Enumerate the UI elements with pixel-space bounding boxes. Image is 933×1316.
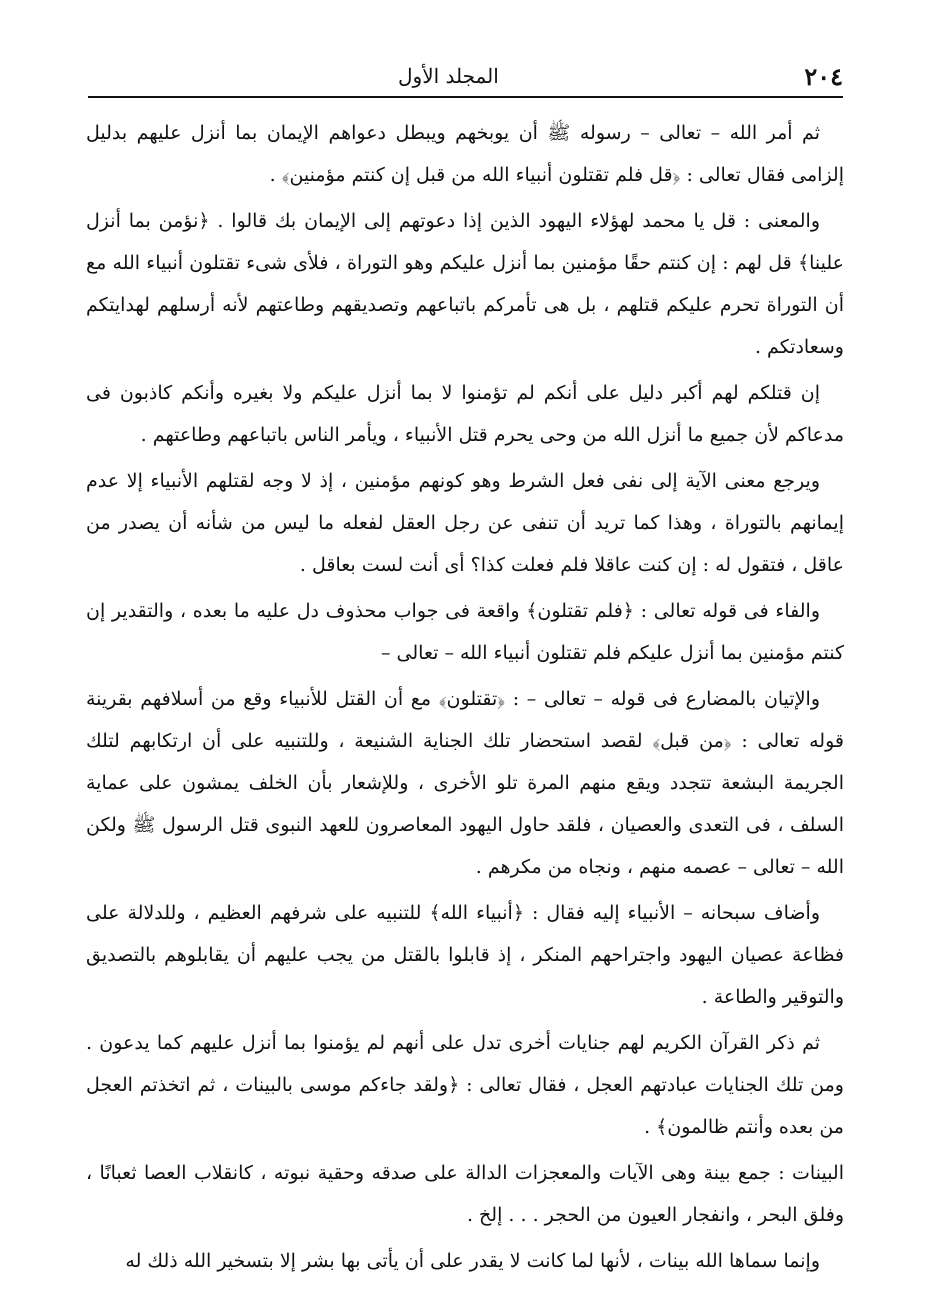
paragraph: وأضاف سبحانه – الأنبياء إليه فقال : ﴿أنبياء الله﴾ للتنبيه على شرفهم العظيم ، وللدلالة على فظاعة عصيان اليهود واجتراحهم المنكر ، إذ قابلوا بالقتل من يجب عليهم أن يقابلوهم بالتصديق والتوقير والطاعة . [86,902,844,1008]
header-divider [88,96,843,98]
paragraph: ويرجع معنى الآية إلى نفى فعل الشرط وهو كونهم مؤمنين ، إذ لا وجه لقتلهم الأنبياء إلا عدم إيمانهم بالتوراة ، وهذا كما تريد أن تنفى عن رجل العقل لفعله ما ليس من شأنه أن يصدر من عاقل ، فتقول له : إن كنت عاقلا فلم فعلت كذا؟ أى أنت لست بعاقل . [86,470,844,576]
paragraph: إن قتلكم لهم أكبر دليل على أنكم لم تؤمنوا لا بما أنزل عليكم ولا بغيره وأنكم كاذبون فى مدعاكم لأن جميع ما أنزل الله من وحى يحرم قتل الأنبياء ، ويأمر الناس باتباعهم وطاعتهم . [86,382,844,446]
paragraph: والإتيان بالمضارع فى قوله – تعالى – : ﴿تقتلون﴾ مع أن القتل للأنبياء وقع من أسلافهم بقرينة قوله تعالى : ﴿من قبل﴾ لقصد استحضار تلك الجناية الشنيعة ، وللتنبيه على أن ارتكابهم لتلك الجريمة البشعة تتجدد ويقع منهم المرة تلو الأخرى ، وللإشعار بأن الخلف يمشون على عماية السلف ، فى التعدى والعصيان ، فلقد حاول اليهود المعاصرون للعهد النبوى قتل الرسول ﷺ ولكن الله – تعالى – عصمه منهم ، ونجاه من مكرهم . [86,688,844,878]
paragraph: والمعنى : قل يا محمد لهؤلاء اليهود الذين إذا دعوتهم إلى الإيمان بك قالوا . ﴿نؤمن بما أنزل علينا﴾ قل لهم : إن كنتم حقًا مؤمنين بما أنزل عليكم وهو التوراة ، فلأى شىء تقتلون أنبياء الله مع أن التوراة تحرم عليكم قتلهم ، بل هى تأمركم باتباعهم وتصديقهم وطاعتهم لأنه أرسلهم لهدايتكم وسعادتكم . [86,210,844,358]
paragraph: البينات : جمع بينة وهى الآيات والمعجزات الدالة على صدقه وحقية نبوته ، كانقلاب العصا ثعبانًا ، وفلق البحر ، وانفجار العيون من الحجر . . . إلخ . [86,1162,844,1226]
paragraph: والفاء فى قوله تعالى : ﴿فلم تقتلون﴾ واقعة فى جواب محذوف دل عليه ما بعده ، والتقدير إن كنتم مؤمنين بما أنزل عليكم فلم تقتلون أنبياء الله – تعالى – [86,600,844,664]
paragraph: ثم أمر الله – تعالى – رسوله ﷺ أن يوبخهم ويبطل دعواهم الإيمان بما أنزل عليهم بدليل إلزامى فقال تعالى : ﴿قل فلم تقتلون أنبياء الله من قبل إن كنتم مؤمنين﴾ . [86,122,844,186]
page-body [86,112,844,1286]
paragraph: ثم ذكر القرآن الكريم لهم جنايات أخرى تدل على أنهم لم يؤمنوا بما أنزل عليهم كما يدعون . ومن تلك الجنايات عبادتهم العجل ، فقال تعالى : ﴿ولقد جاءكم موسى بالبينات ، ثم اتخذتم العجل من بعده وأنتم ظالمون﴾ . [86,1032,844,1138]
page-header [88,58,843,94]
paragraph: وإنما سماها الله بينات ، لأنها لما كانت لا يقدر على أن يأتى بها بشر إلا بتسخير الله ذلك له [125,1250,820,1272]
page-number: ٢٠٤ [804,61,843,91]
volume-title: المجلد الأول [398,64,499,88]
